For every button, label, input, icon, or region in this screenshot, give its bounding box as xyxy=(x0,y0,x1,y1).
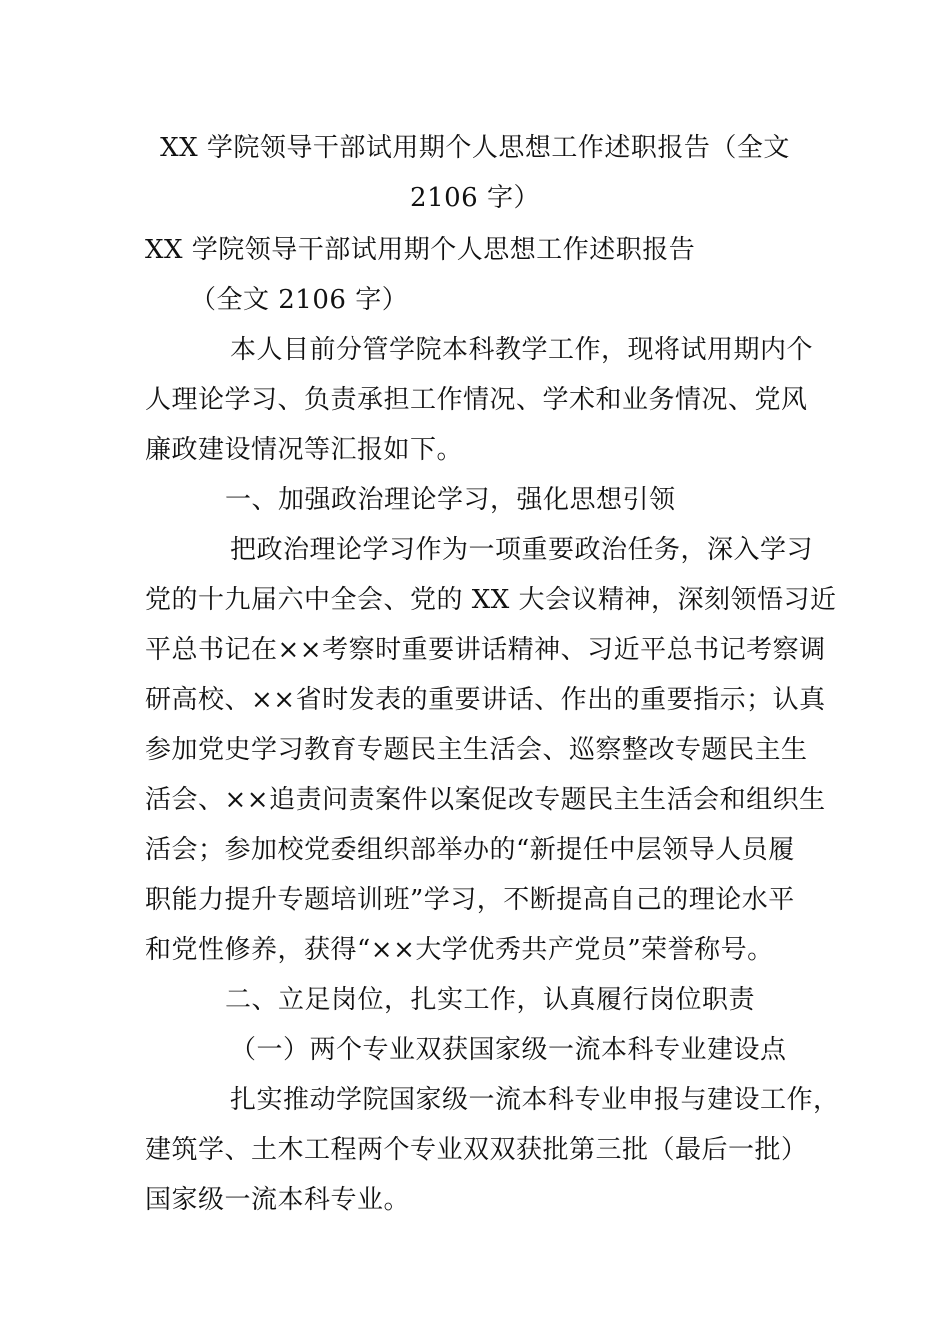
section-1-paragraph-line: 和党性修养，获得“××大学优秀共产党员”荣誉称号。 xyxy=(145,935,774,965)
section-1-paragraph-line: 研高校、××省时发表的重要讲话、作出的重要指示；认真 xyxy=(145,685,826,715)
section-1-paragraph-line: 党的十九届六中全会、党的 XX 大会议精神，深刻领悟习近 xyxy=(145,585,837,615)
section-1-paragraph-line: 活会；参加校党委组织部举办的“新提任中层领导人员履 xyxy=(145,835,795,865)
document-subtitle-line-1: XX 学院领导干部试用期个人思想工作述职报告 xyxy=(145,235,696,265)
section-2-paragraph-line: 扎实推动学院国家级一流本科专业申报与建设工作， xyxy=(230,1085,840,1115)
document-subtitle-line-2: （全文 2106 字） xyxy=(190,285,409,315)
section-2-paragraph-line: 国家级一流本科专业。 xyxy=(145,1185,411,1215)
section-1-paragraph-line: 把政治理论学习作为一项重要政治任务，深入学习 xyxy=(230,535,814,565)
section-1-paragraph-line: 活会、××追责问责案件以案促改专题民主生活会和组织生 xyxy=(145,785,826,815)
section-1-paragraph-line: 平总书记在××考察时重要讲话精神、习近平总书记考察调 xyxy=(145,635,826,665)
document-title-line-1: XX 学院领导干部试用期个人思想工作述职报告（全文 xyxy=(160,133,790,163)
section-1-paragraph-line: 职能力提升专题培训班”学习，不断提高自己的理论水平 xyxy=(145,885,795,915)
intro-paragraph-line: 本人目前分管学院本科教学工作，现将试用期内个 xyxy=(230,335,814,365)
section-1-paragraph-line: 参加党史学习教育专题民主生活会、巡察整改专题民主生 xyxy=(145,735,808,765)
intro-paragraph-line: 人理论学习、负责承担工作情况、学术和业务情况、党风 xyxy=(145,385,808,415)
document-title-line-2: 2106 字） xyxy=(410,183,540,213)
section-2-paragraph-line: 建筑学、土木工程两个专业双双获批第三批（最后一批） xyxy=(145,1135,808,1165)
section-heading-2: 二、立足岗位，扎实工作，认真履行岗位职责 xyxy=(225,985,756,1015)
subsection-heading-2-1: （一）两个专业双获国家级一流本科专业建设点 xyxy=(230,1035,787,1065)
intro-paragraph-line: 廉政建设情况等汇报如下。 xyxy=(145,435,464,465)
section-heading-1: 一、加强政治理论学习，强化思想引领 xyxy=(225,485,676,515)
